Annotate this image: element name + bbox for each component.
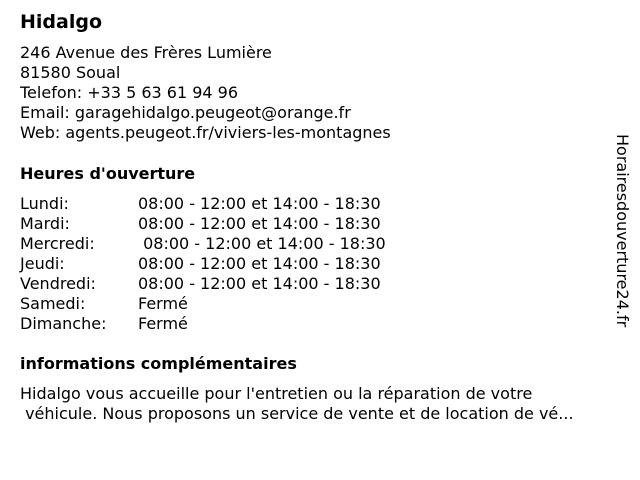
- business-description: [20, 384, 630, 424]
- hours-row-monday: [20, 194, 440, 214]
- hours-day: Jeudi:: [20, 254, 65, 273]
- site-watermark: Horairesdouverture24.fr: [613, 134, 632, 328]
- hours-day: Samedi:: [20, 294, 86, 313]
- hours-time: Fermé: [138, 314, 188, 333]
- hours-row-saturday: [20, 294, 440, 314]
- hours-row-wednesday: [20, 234, 440, 254]
- hours-day: Mardi:: [20, 214, 70, 233]
- business-name: Hidalgo: [20, 11, 103, 33]
- hours-time: 08:00 - 12:00 et 14:00 - 18:30: [138, 234, 386, 253]
- hours-time: 08:00 - 12:00 et 14:00 - 18:30: [138, 274, 381, 293]
- email-line[interactable]: Email: garagehidalgo.peugeot@orange.fr: [20, 103, 351, 122]
- hours-row-friday: [20, 274, 440, 294]
- hours-time: 08:00 - 12:00 et 14:00 - 18:30: [138, 194, 381, 213]
- description-line-1: Hidalgo vous accueille pour l'entretien ou la réparation de votre: [20, 384, 533, 403]
- hours-day: Dimanche:: [20, 314, 107, 333]
- contact-block: [20, 43, 391, 143]
- hours-day: Lundi:: [20, 194, 69, 213]
- hours-time: 08:00 - 12:00 et 14:00 - 18:30: [138, 214, 381, 233]
- opening-hours-heading: Heures d'ouverture: [20, 164, 196, 183]
- address-street: 246 Avenue des Frères Lumière: [20, 43, 272, 62]
- phone-line[interactable]: Telefon: +33 5 63 61 94 96: [20, 83, 239, 102]
- description-line-2: véhicule. Nous proposons un service de vente et de location de vé...: [20, 404, 574, 423]
- hours-time: Fermé: [138, 294, 188, 313]
- hours-row-sunday: [20, 314, 440, 334]
- hours-time: 08:00 - 12:00 et 14:00 - 18:30: [138, 254, 381, 273]
- hours-row-thursday: [20, 254, 440, 274]
- hours-row-tuesday: [20, 214, 440, 234]
- opening-hours-table: [20, 194, 440, 334]
- web-line[interactable]: Web: agents.peugeot.fr/viviers-les-montagnes: [20, 123, 391, 142]
- address-city: 81580 Soual: [20, 63, 121, 82]
- hours-day: Vendredi:: [20, 274, 96, 293]
- additional-info-heading: informations complémentaires: [20, 354, 297, 373]
- hours-day: Mercredi:: [20, 234, 95, 253]
